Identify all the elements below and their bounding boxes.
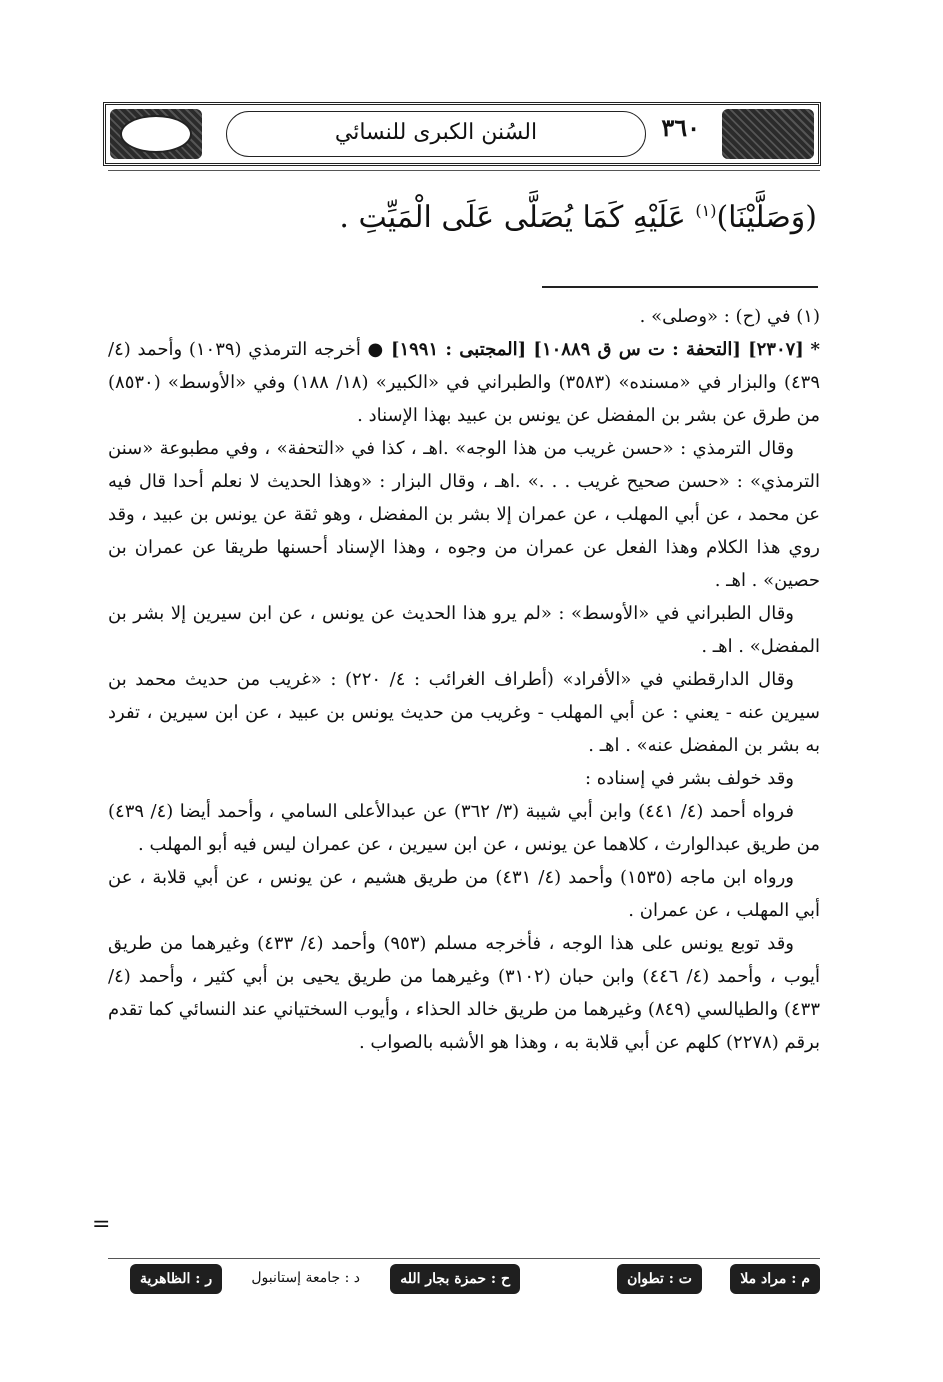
takhrij-text: أخرجه الترمذي (١٠٣٩) وأحمد (٤/ ٤٣٩) والبزار في «مسنده» (٣٥٨٣) والطبراني في «الكبير» (١٨/ ١٨٨) وفي «الأوسط» (٨٥٣٠) من طرق عن بشر بن المفضل عن يونس بن عبيد بهذا الإسناد . xyxy=(108,339,820,426)
paragraph-tabarani: وقال الطبراني في «الأوسط» : «لم يرو هذا الحديث عن يونس ، عن ابن سيرين إلا بشر بن المفضل» . اهـ . xyxy=(108,603,820,657)
asterisk-marker: * xyxy=(810,339,820,360)
takhrij-heading: [٢٣٠٧] [التحفة : ت س ق ١٠٨٨٩] [المجتبى : ١٩٩١] xyxy=(390,339,804,360)
manuscript-badge-r: ر : الظاهرية xyxy=(130,1264,222,1294)
ornament-right xyxy=(722,109,814,159)
manuscript-badge-h: ح : حمزة بجار الله xyxy=(390,1264,520,1294)
hadith-text xyxy=(339,200,817,235)
footnote-reference: (١) xyxy=(695,201,717,220)
hadith-text-end: عَلَيْهِ كَمَا يُصَلَّى عَلَى الْمَيِّتِ . xyxy=(339,200,696,235)
manuscript-badge-m: م : مراد ملا xyxy=(730,1264,820,1294)
header-divider xyxy=(108,170,820,171)
manuscript-badge-t: ت : تطوان xyxy=(617,1264,702,1294)
footnote-rule xyxy=(542,286,818,288)
page-header xyxy=(103,102,821,166)
footnote-1: (١) في (ح) : «وصلى» . xyxy=(639,306,820,327)
footer-divider xyxy=(108,1258,820,1259)
paragraph-ahmad: فرواه أحمد (٤/ ٤٤١) وابن أبي شيبة (٣/ ٣٦٢) عن عبدالأعلى السامي ، وأحمد أيضا (٤/ ٤٣٩) من طريق عبدالوارث ، كلاهما عن يونس ، عن ابن سيرين ، عن عمران ليس فيه أبو المهلب . xyxy=(108,801,820,855)
page-number: ٣٦٠ xyxy=(661,113,700,142)
paragraph-khulif: وقد خولف بشر في إسناده : xyxy=(584,768,794,789)
footnotes-section xyxy=(108,300,820,1059)
running-title: السُنن الكبرى للنسائي xyxy=(334,120,538,145)
manuscript-legend xyxy=(108,1264,820,1298)
takhrij-paragraph xyxy=(108,333,820,432)
bullet-icon: ● xyxy=(367,339,385,360)
paragraph-tirmidhi: وقال الترمذي : «حسن غريب من هذا الوجه» .اهـ ، كذا في «التحفة» ، وفي مطبوعة «سنن الترمذي» : «حسن صحيح غريب . . .» .اهـ ، وقال البزار : «وهذا الحديث لا نعلم أحدا قال فيه عن محمد ، عن أبي المهلب ، عن عمران إلا بشر بن المفضل ، وهو ثقة عن يونس بن عبيد ، وقد روي هذا الكلام وهذا الفعل عن عمران من وجوه ، وهذا الإسناد أحسنها طريقا عن عمران بن حصين» . اهـ . xyxy=(108,438,820,591)
paragraph-ibn-majah: ورواه ابن ماجه (١٥٣٥) وأحمد (٤/ ٤٣١) من طريق هشيم ، عن يونس ، عن أبي قلابة ، عن أبي المهلب ، عن عمران . xyxy=(108,867,820,921)
continuation-mark: = xyxy=(92,1212,111,1237)
paragraph-tubia: وقد توبع يونس على هذا الوجه ، فأخرجه مسلم (٩٥٣) وأحمد (٤/ ٤٣٣) وغيرهما من طريق أيوب ، وأحمد (٤/ ٤٤٦) وابن حبان (٣١٠٢) وغيرهما من طريق يحيى بن أبي كثير ، وأحمد (٤/ ٤٣٣) والطيالسي (٨٤٩) وغيرهما من طريق خالد الحذاء ، وأيوب السختياني عند النسائي كما تقدم برقم (٢٢٧٨) كلهم عن أبي قلابة به ، وهذا هو الأشبه بالصواب . xyxy=(108,933,820,1053)
paragraph-daraqutni: وقال الدارقطني في «الأفراد» (أطراف الغرائب : ٤/ ٢٢٠) : «غريب من حديث محمد بن سيرين عنه - يعني : عن أبي المهلب - وغريب من حديث يونس بن عبيد ، عن ابن سيرين ، تفرد به بشر بن المفضل عنه» . اهـ . xyxy=(108,669,820,756)
emblem-ornament-left xyxy=(110,109,202,159)
title-frame xyxy=(226,111,646,157)
emblem-seal xyxy=(120,115,192,153)
manuscript-label-d: د : جامعة إستانبول xyxy=(251,1270,360,1286)
hadith-text-start: (وَصَلَّيْنَا) xyxy=(716,200,817,235)
